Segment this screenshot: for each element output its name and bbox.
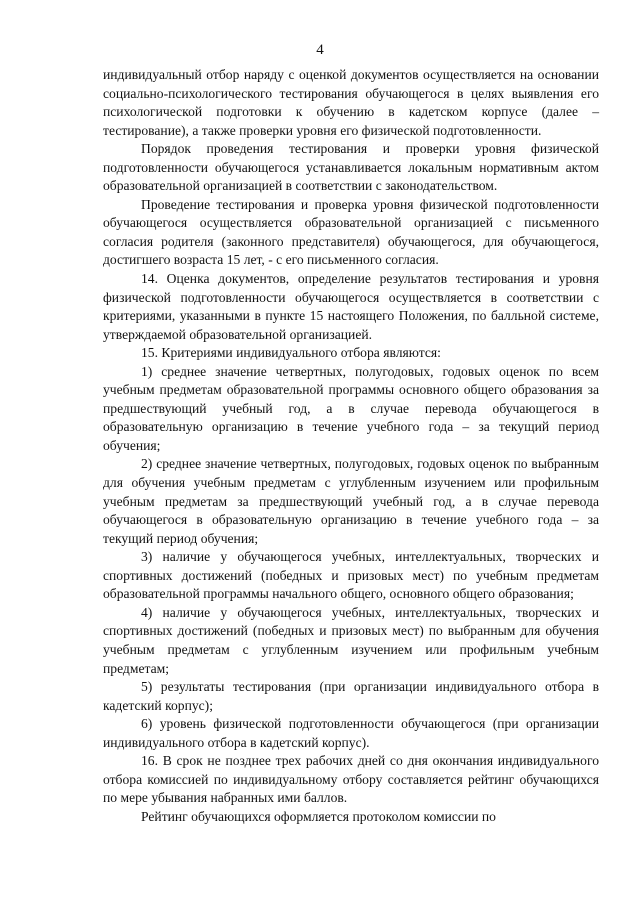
page-number: 4 <box>316 42 324 58</box>
paragraph-testing-procedure: Порядок проведения тестирования и проверки уровня физической подготовленности обучающегося устанавливается локальным нормативным актом образовательной организацией в соответствии с законодательством. <box>103 141 599 194</box>
paragraph-continuation: индивидуальный отбор наряду с оценкой документов осуществляется на основании социально-психологического тестирования обучающегося в целях выявления его психологической подготовки к обучению в кадетском корпусе (далее – тестирование), а также проверки уровня его физической подготовленности. <box>103 67 599 138</box>
criterion-3: 3) наличие у обучающегося учебных, интеллектуальных, творческих и спортивных достижений (победных и призовых мест) по учебным предметам образовательной программы начального общего, основного общего образования; <box>103 549 599 602</box>
criterion-4: 4) наличие у обучающегося учебных, интеллектуальных, творческих и спортивных достижений (победных и призовых мест) по выбранным для обучения учебным предметам с углубленным изучением или профильным учебным предметам; <box>103 604 599 676</box>
criterion-1: 1) среднее значение четвертных, полугодовых, годовых оценок по всем учебным предметам образовательной программы основного общего образования за предшествующий учебный год, а в случае перевода обучающегося в образовательную организацию в течение учебного года – за текущий период обучения; <box>103 363 599 453</box>
paragraph-testing-consent: Проведение тестирования и проверка уровня физической подготовленности обучающегося осуществляется образовательной организацией с письменного согласия родителя (законного представителя) обучающегося, для обучающегося, достигшего возраста 15 лет, - с его письменного согласия. <box>103 196 599 268</box>
criterion-5: 5) результаты тестирования (при организации индивидуального отбора в кадетский корпус); <box>103 679 599 713</box>
paragraph-rating-protocol: Рейтинг обучающихся оформляется протоколом комиссии по <box>141 808 496 824</box>
clause-14: 14. Оценка документов, определение результатов тестирования и уровня физической подготовленности обучающегося осуществляется в соответствии с критериями, указанными в пункте 15 настоящего Положения, по балльной системе, утверждаемой образовательной организацией. <box>103 271 599 342</box>
document-body <box>103 66 599 826</box>
clause-15-heading: 15. Критериями индивидуального отбора являются: <box>141 345 441 361</box>
criterion-2: 2) среднее значение четвертных, полугодовых, годовых оценок по выбранным для обучения учебным предметам с углубленным изучением или профильным учебным предметам за предшествующий учебный год, а в случае перевода обучающегося в образовательную организацию в течение учебного года – за текущий период обучения; <box>103 456 599 546</box>
criterion-6: 6) уровень физической подготовленности обучающегося (при организации индивидуального отбора в кадетский корпус). <box>103 716 599 750</box>
clause-16: 16. В срок не позднее трех рабочих дней со дня окончания индивидуального отбора комиссией по индивидуальному отбору составляется рейтинг обучающихся по мере убывания набранных ими баллов. <box>103 753 599 806</box>
